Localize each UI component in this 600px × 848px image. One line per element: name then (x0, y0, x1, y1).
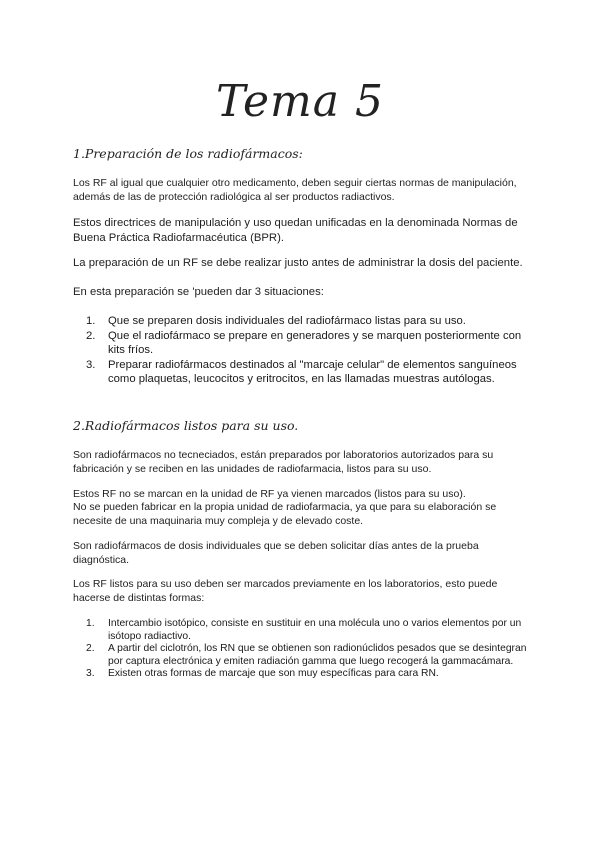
paragraph: En esta preparación se 'pueden dar 3 situaciones: (73, 286, 324, 298)
list-item: 2. A partir del ciclotrón, los RN que se obtienen son radionúclidos pesados que se desintegran por captura electrónica y emiten radiación gamma que luego recogerá la gammacámara. (86, 643, 527, 667)
paragraph: Estos directrices de manipulación y uso quedan unificadas en la denominada Normas de Buena Práctica Radiofarmacéutica (BPR). (73, 217, 518, 244)
marking-methods-list (86, 618, 538, 681)
paragraph: Son radiofármacos de dosis individuales que se deben solicitar días antes de la prueba diagnóstica. (73, 540, 479, 566)
paragraph: La preparación de un RF se debe realizar justo antes de administrar la dosis del paciente. (73, 257, 523, 269)
paragraph: Los RF listos para su uso deben ser marcados previamente en los laboratorios, esto puede hacerse de distintas formas: (73, 578, 498, 604)
list-item: 2. Que el radiofármaco se prepare en generadores y se marquen posteriormente con kits fríos. (86, 329, 522, 356)
paragraph: Estos RF no se marcan en la unidad de RF ya vienen marcados (listos para su uso). (73, 488, 466, 500)
preparation-situations-list (86, 314, 538, 387)
list-item: 3. Preparar radiofármacos destinados al "marcaje celular" de elementos sanguíneos como plaquetas, leucocitos y eritrocitos, en las llamadas muestras autólogas. (86, 358, 517, 385)
section-heading-preparacion: 1.Preparación de los radiofármacos: (73, 146, 303, 161)
list-item: 3. Existen otras formas de marcaje que son muy específicas para cara RN. (86, 668, 439, 679)
list-item: 1. Intercambio isotópico, consiste en sustituir en una molécula uno o varios elementos por un isótopo radiactivo. (86, 618, 522, 642)
paragraph: No se pueden fabricar en la propia unidad de radiofarmacia, ya que para su elaboración se necesite de una maquinaria muy compleja y de elevado coste. (73, 501, 497, 527)
paragraph: Los RF al igual que cualquier otro medicamento, deben seguir ciertas normas de manipulación, además de las de protección radiológica al ser productos radiactivos. (73, 177, 517, 203)
paragraph: Son radiofármacos no tecneciados, están preparados por laboratorios autorizados para su fabricación y se reciben en las unidades de radiofarmacia, listos para su uso. (73, 449, 494, 475)
page-title: Tema 5 (216, 76, 384, 127)
section-heading-listos: 2.Radiofármacos listos para su uso. (73, 418, 299, 433)
list-item: 1. Que se preparen dosis individuales del radiofármaco listas para su uso. (86, 315, 466, 327)
